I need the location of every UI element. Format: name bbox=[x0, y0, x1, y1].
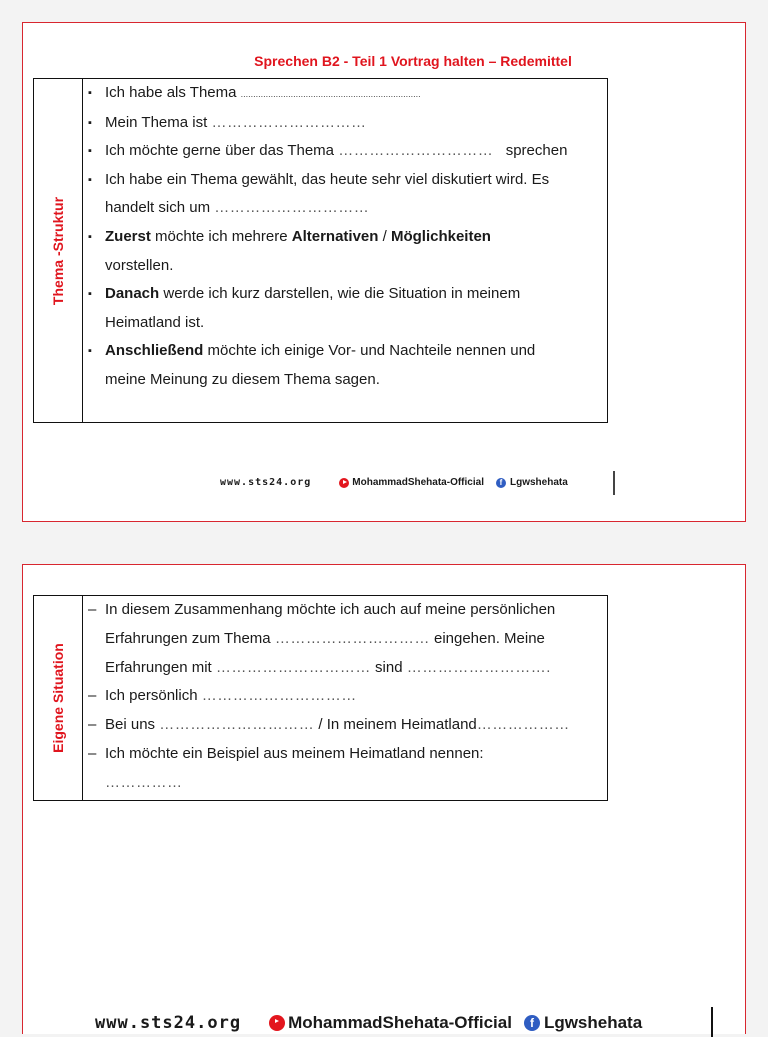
fill-in-dots: ………………………… bbox=[338, 142, 494, 160]
dash-icon: – bbox=[88, 601, 97, 618]
list-item bbox=[83, 137, 603, 166]
bold-keyword: Anschließend bbox=[105, 342, 204, 360]
page-footer bbox=[220, 477, 568, 488]
list-item bbox=[83, 280, 603, 337]
facebook-icon: f bbox=[524, 1015, 540, 1031]
page-title: Sprechen B2 - Teil 1 Vortrag halten – Redemittel bbox=[254, 53, 572, 69]
footer-divider bbox=[613, 471, 615, 495]
fill-in-dots: ………………………. bbox=[406, 658, 551, 676]
item-text: möchte ich mehrere bbox=[150, 227, 292, 245]
facebook-link[interactable] bbox=[524, 1013, 642, 1033]
website-link[interactable]: www.sts24.org bbox=[220, 477, 312, 488]
fill-in-dots: ………………………… bbox=[214, 199, 370, 217]
fill-in-dots: ........................................................................ bbox=[240, 89, 421, 99]
dash-icon: – bbox=[88, 687, 97, 705]
youtube-link[interactable] bbox=[269, 1013, 512, 1033]
item-text-line2: meine Meinung zu diesem Thema sagen. bbox=[105, 370, 380, 388]
item-text: Ich habe ein Thema gewählt, das heute sehr viel diskutiert wird. Es bbox=[105, 170, 550, 188]
facebook-icon: f bbox=[496, 478, 506, 488]
bullet-icon: ▪ bbox=[88, 145, 92, 158]
youtube-link[interactable] bbox=[339, 477, 484, 488]
item-text-after: sprechen bbox=[493, 142, 568, 160]
list-item bbox=[83, 740, 603, 798]
item-text-line2: vorstellen. bbox=[105, 256, 174, 274]
eigene-situation-box bbox=[33, 595, 608, 801]
website-link[interactable]: www.sts24.org bbox=[95, 1013, 242, 1033]
phrase-list-container bbox=[83, 79, 607, 422]
item-text: Erfahrungen mit bbox=[105, 658, 216, 676]
section-label: Eigene Situation bbox=[50, 643, 66, 753]
bold-keyword: Alternativen bbox=[291, 227, 379, 245]
list-item bbox=[83, 337, 603, 394]
facebook-page-name: Lgwshehata bbox=[509, 477, 568, 488]
fill-in-dots: ………………………… bbox=[201, 687, 357, 705]
phrase-list bbox=[83, 596, 603, 798]
fill-in-dots: ………………………… bbox=[215, 658, 371, 676]
fill-in-dots: …………… bbox=[105, 773, 183, 791]
bullet-icon: ▪ bbox=[88, 230, 92, 243]
fill-in-dots: ………………………… bbox=[159, 716, 315, 734]
page-1 bbox=[22, 22, 746, 522]
youtube-icon bbox=[269, 1015, 285, 1031]
list-item bbox=[83, 596, 603, 682]
item-text: sind bbox=[370, 658, 407, 676]
fill-in-dots: ……………… bbox=[476, 716, 570, 734]
list-item bbox=[83, 79, 603, 109]
item-text: Mein Thema ist bbox=[105, 113, 212, 131]
phrase-list-container bbox=[83, 596, 607, 800]
item-text: Bei uns bbox=[105, 716, 160, 734]
item-text: Ich möchte ein Beispiel aus meinem Heimatland nennen: bbox=[105, 744, 484, 762]
bold-keyword: Möglichkeiten bbox=[390, 227, 491, 245]
item-text: / In meinem Heimatland bbox=[314, 716, 477, 734]
list-item bbox=[83, 682, 603, 711]
list-item bbox=[83, 166, 603, 223]
page-2 bbox=[22, 564, 746, 1034]
item-text: Ich persönlich bbox=[105, 687, 202, 705]
thema-struktur-box bbox=[33, 78, 608, 423]
fill-in-dots: ………………………… bbox=[211, 113, 367, 131]
bullet-icon: ▪ bbox=[88, 173, 92, 186]
item-text: Erfahrungen zum Thema bbox=[105, 629, 275, 647]
youtube-channel-name: MohammadShehata-Official bbox=[352, 477, 484, 488]
dash-icon: – bbox=[88, 744, 97, 762]
item-text: möchte ich einige Vor- und Nachteile nennen und bbox=[203, 342, 536, 360]
facebook-page-name: Lgwshehata bbox=[543, 1013, 643, 1032]
section-label-column bbox=[34, 79, 83, 422]
section-label: Thema -Struktur bbox=[50, 196, 66, 305]
bullet-icon: ▪ bbox=[88, 116, 92, 129]
bold-keyword: Zuerst bbox=[105, 227, 151, 245]
list-item bbox=[83, 109, 603, 138]
dash-icon: – bbox=[88, 716, 97, 734]
phrase-list bbox=[83, 79, 603, 395]
page-footer bbox=[95, 1013, 642, 1033]
bold-keyword: Danach bbox=[105, 285, 160, 303]
fill-in-dots: ………………………… bbox=[274, 629, 430, 647]
item-text: werde ich kurz darstellen, wie die Situation in meinem bbox=[159, 285, 521, 303]
bullet-icon: ▪ bbox=[88, 87, 92, 99]
item-text: eingehen. Meine bbox=[429, 629, 545, 647]
item-text: Ich möchte gerne über das Thema bbox=[105, 142, 339, 160]
youtube-icon bbox=[339, 478, 349, 488]
item-text: In diesem Zusammenhang möchte ich auch auf meine persönlichen bbox=[105, 601, 556, 618]
facebook-link[interactable] bbox=[496, 477, 568, 488]
youtube-channel-name: MohammadShehata-Official bbox=[288, 1013, 512, 1032]
footer-divider bbox=[711, 1007, 713, 1037]
item-text: Ich habe als Thema bbox=[105, 84, 241, 101]
item-text: / bbox=[378, 227, 391, 245]
item-text-line2: Heimatland ist. bbox=[105, 313, 205, 331]
list-item bbox=[83, 223, 603, 280]
item-text-line2: handelt sich um bbox=[105, 199, 215, 217]
bullet-icon: ▪ bbox=[88, 345, 92, 358]
list-item bbox=[83, 711, 603, 740]
bullet-icon: ▪ bbox=[88, 288, 92, 301]
section-label-column bbox=[34, 596, 83, 800]
